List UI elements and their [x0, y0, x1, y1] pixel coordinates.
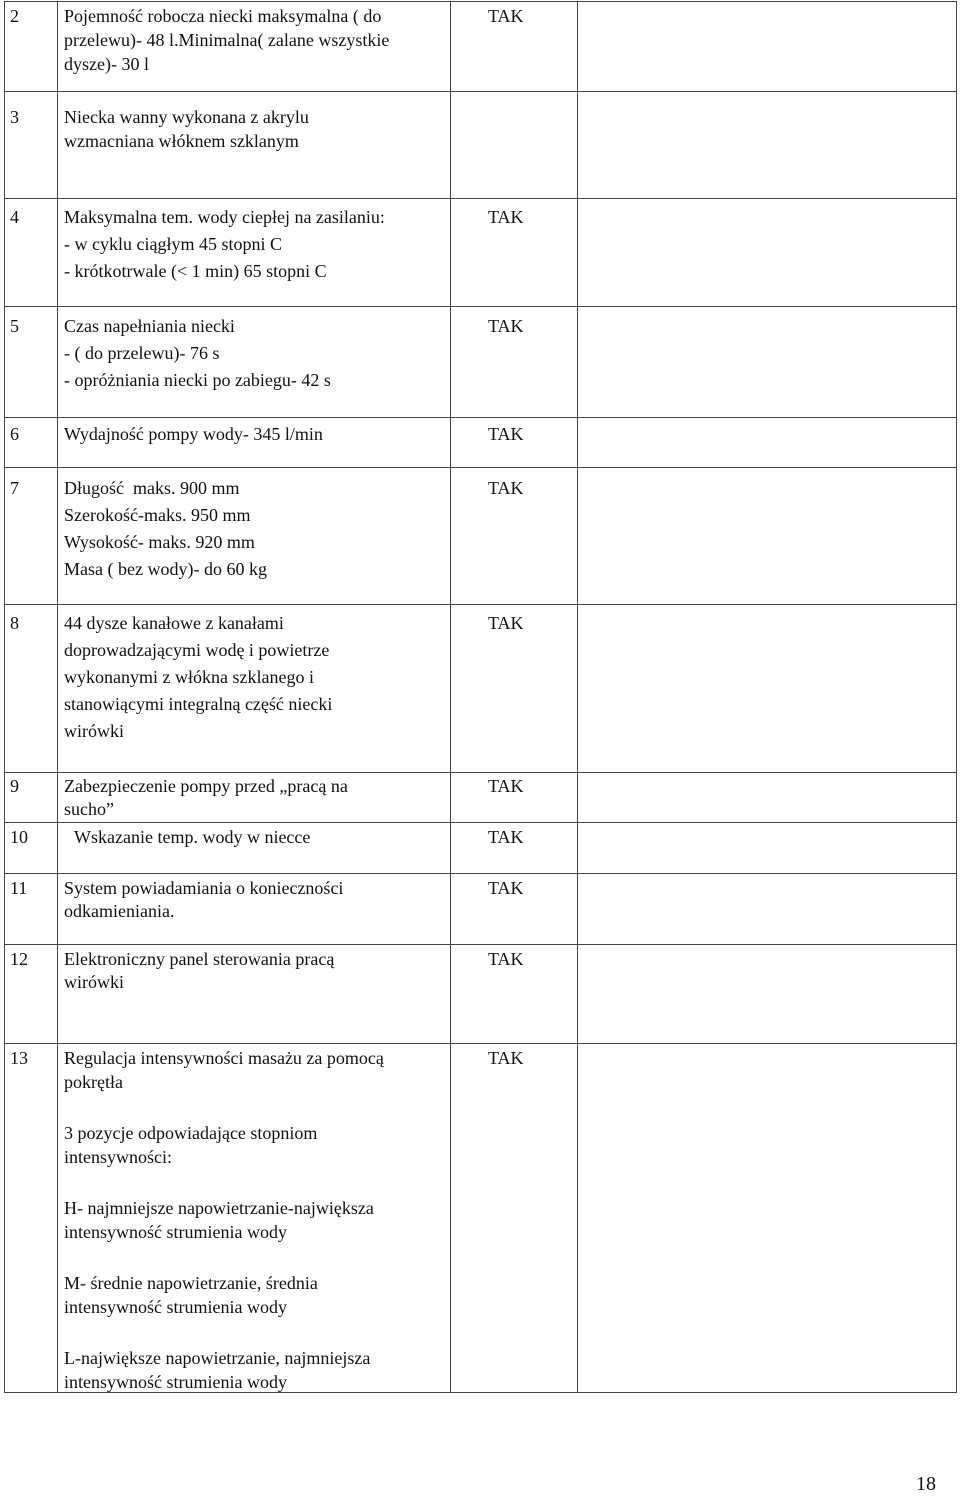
row-description-line: L-największe napowietrzanie, najmniejsza [64, 1348, 371, 1368]
row-description-line: 44 dysze kanałowe z kanałami [64, 613, 284, 633]
row-number: 12 [10, 949, 28, 969]
row-description-line: - w cyklu ciągłym 45 stopni C [64, 234, 282, 254]
row-description-line: - ( do przelewu)- 76 s [64, 343, 220, 363]
row-divider [5, 822, 956, 823]
row-description-line: Niecka wanny wykonana z akrylu [64, 107, 309, 127]
row-description-line: doprowadzającymi wodę i powietrze [64, 640, 330, 660]
row-number: 9 [10, 776, 19, 796]
row-divider [5, 873, 956, 874]
row-answer: TAK [488, 878, 524, 898]
row-divider [5, 417, 956, 418]
row-description-line: wzmacniana włóknem szklanym [64, 131, 299, 151]
row-answer: TAK [488, 827, 524, 847]
row-divider [5, 198, 956, 199]
row-number: 3 [10, 107, 19, 127]
row-description-line: intensywności: [64, 1147, 172, 1167]
row-answer: TAK [488, 424, 524, 444]
row-answer: TAK [488, 316, 524, 336]
row-description-line: dysze)- 30 l [64, 54, 149, 74]
row-description-line: Maksymalna tem. wody ciepłej na zasilaniu: [64, 207, 385, 227]
row-divider [5, 1043, 956, 1044]
row-description-line: Regulacja intensywności masażu za pomocą [64, 1048, 384, 1068]
row-description-line: Elektroniczny panel sterowania pracą [64, 949, 335, 969]
row-description-line: Pojemność robocza niecki maksymalna ( do [64, 6, 382, 26]
column-divider [57, 2, 58, 1392]
row-description-line: Wydajność pompy wody- 345 l/min [64, 424, 323, 444]
row-answer: TAK [488, 6, 524, 26]
row-number: 7 [10, 478, 19, 498]
row-number: 8 [10, 613, 19, 633]
row-answer: TAK [488, 949, 524, 969]
row-number: 6 [10, 424, 19, 444]
row-number: 10 [10, 827, 28, 847]
row-description-line: H- najmniejsze napowietrzanie-największa [64, 1198, 374, 1218]
column-divider [577, 2, 578, 1392]
row-description-line: Wskazanie temp. wody w niecce [74, 827, 311, 847]
row-description-line: Długość maks. 900 mm [64, 478, 240, 498]
row-description-line: sucho” [64, 799, 114, 819]
row-divider [5, 306, 956, 307]
row-description-line: System powiadamiania o konieczności [64, 878, 344, 898]
row-description-line: - krótkotrwale (< 1 min) 65 stopni C [64, 261, 327, 281]
row-description-line: intensywność strumienia wody [64, 1297, 287, 1317]
row-description-line: M- średnie napowietrzanie, średnia [64, 1273, 318, 1293]
row-description-line: wirówki [64, 972, 124, 992]
row-description-line: stanowiącymi integralną część niecki [64, 694, 333, 714]
row-divider [5, 772, 956, 773]
row-divider [5, 604, 956, 605]
row-description-line: Szerokość-maks. 950 mm [64, 505, 251, 525]
row-description-line: odkamieniania. [64, 901, 175, 921]
row-description-line: wirówki [64, 721, 124, 741]
row-divider [5, 467, 956, 468]
row-description-line: intensywność strumienia wody [64, 1222, 287, 1242]
row-description-line: Wysokość- maks. 920 mm [64, 532, 255, 552]
column-divider [450, 2, 451, 1392]
row-description-line: intensywność strumienia wody [64, 1372, 287, 1392]
row-divider [5, 91, 956, 92]
row-number: 2 [10, 6, 19, 26]
row-answer: TAK [488, 776, 524, 796]
row-divider [5, 944, 956, 945]
row-answer: TAK [488, 478, 524, 498]
row-description-line: Czas napełniania niecki [64, 316, 235, 336]
page-number: 18 [916, 1473, 936, 1495]
row-number: 5 [10, 316, 19, 336]
row-description-line: 3 pozycje odpowiadające stopniom [64, 1123, 318, 1143]
row-number: 4 [10, 207, 19, 227]
row-answer: TAK [488, 207, 524, 227]
row-description-line: wykonanymi z włókna szklanego i [64, 667, 314, 687]
row-description-line: Zabezpieczenie pompy przed „pracą na [64, 776, 348, 796]
row-description-line: przelewu)- 48 l.Minimalna( zalane wszystkie [64, 30, 390, 50]
row-description-line: - opróżniania niecki po zabiegu- 42 s [64, 370, 331, 390]
row-description-line: pokrętła [64, 1072, 123, 1092]
row-answer: TAK [488, 613, 524, 633]
row-answer: TAK [488, 1048, 524, 1068]
row-description-line: Masa ( bez wody)- do 60 kg [64, 559, 267, 579]
row-number: 11 [10, 878, 28, 898]
row-number: 13 [10, 1048, 28, 1068]
